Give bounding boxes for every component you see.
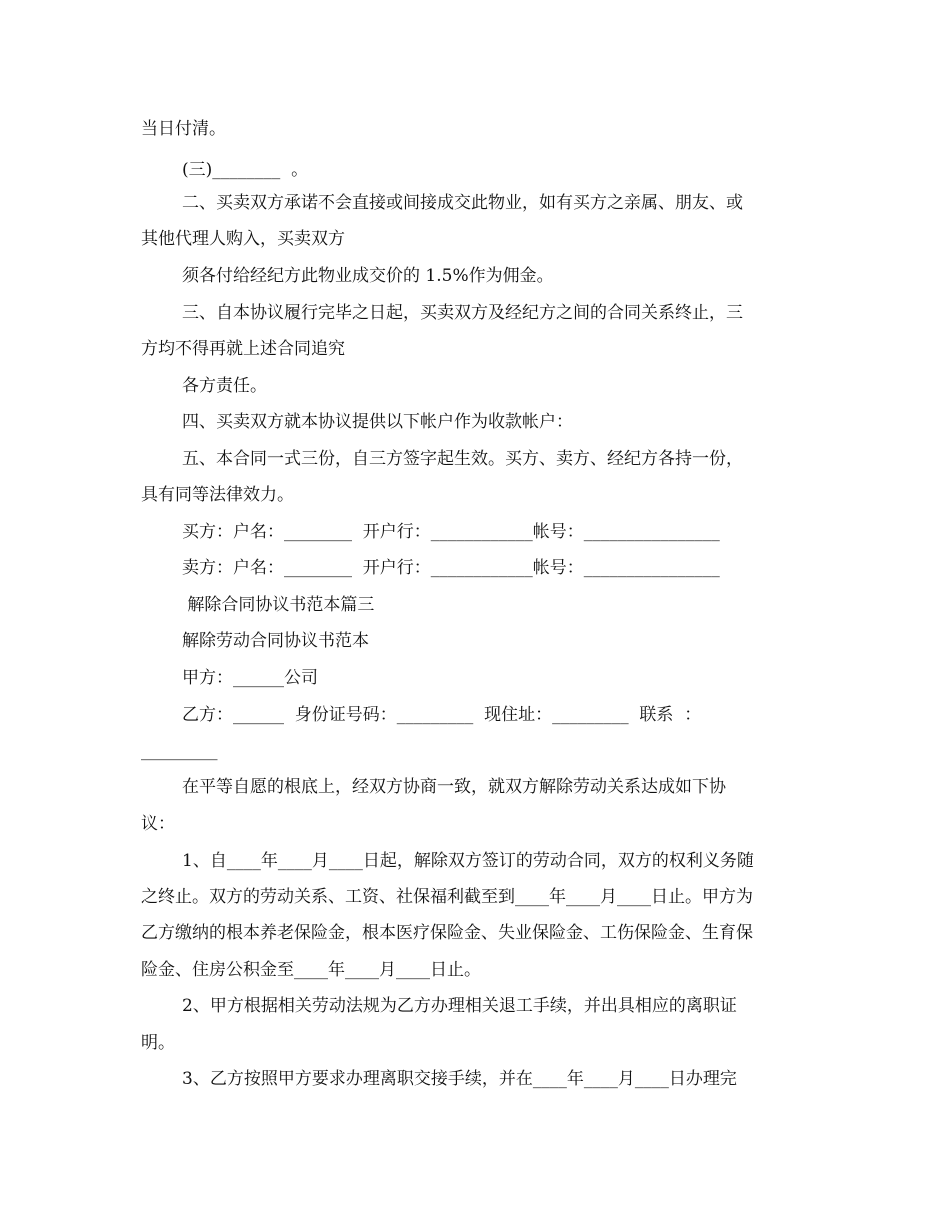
line-04: 其他代理人购入，买卖双方 <box>141 229 345 249</box>
line-23: 乙方缴纳的根本养老保险金，根本医疗保险金、失业保险金、工伤保险金、生育保 <box>141 923 753 943</box>
line-07: 方均不得再就上述合同追究 <box>141 339 345 359</box>
section-heading: 解除合同协议书范本篇三 <box>182 595 375 615</box>
line-24: 险金、住房公积金至____年____月____日止。 <box>141 960 481 980</box>
line-06: 三、自本协议履行完毕之日起，买卖双方及经纪方之间的合同关系终止，三 <box>182 303 743 323</box>
line-02: (三)________ 。 <box>182 160 309 180</box>
document-title: 解除劳动合同协议书范本 <box>182 631 369 651</box>
line-27: 3、乙方按照甲方要求办理离职交接手续，并在____年____月____日办理完 <box>182 1069 737 1089</box>
line-25: 2、甲方根据相关劳动法规为乙方办理相关退工手续，并出具相应的离职证 <box>182 996 737 1016</box>
line-17: 乙方：______ 身份证号码：_________ 现住址：_________ 联系 ： <box>182 705 702 725</box>
line-03: 二、买卖双方承诺不会直接或间接成交此物业，如有买方之亲属、朋友、或 <box>182 193 743 213</box>
line-10: 五、本合同一式三份，自三方签字起生效。买方、卖方、经纪方各持一份， <box>182 449 743 469</box>
line-08: 各方责任。 <box>182 376 267 396</box>
line-13: 卖方：户名：________ 开户行：____________帐号：________________ <box>182 558 720 578</box>
line-26: 明。 <box>141 1033 175 1053</box>
line-11: 具有同等法律效力。 <box>141 485 294 505</box>
line-20: 议： <box>141 814 175 834</box>
line-09: 四、买卖双方就本协议提供以下帐户作为收款帐户： <box>182 412 573 432</box>
line-19: 在平等自愿的根底上，经双方协商一致，就双方解除劳动关系达成如下协 <box>182 777 726 797</box>
line-01: 当日付清。 <box>141 119 226 139</box>
line-12: 买方：户名：________ 开户行：____________帐号：________________ <box>182 522 720 542</box>
line-16: 甲方：______公司 <box>182 668 318 688</box>
line-22: 之终止。双方的劳动关系、工资、社保福利截至到____年____月____日止。甲方为 <box>141 887 753 907</box>
line-18: _________ <box>141 741 218 761</box>
line-05: 须各付给经纪方此物业成交价的 1.5%作为佣金。 <box>182 266 554 286</box>
line-21: 1、自____年____月____日起，解除双方签订的劳动合同，双方的权利义务随 <box>182 851 754 871</box>
